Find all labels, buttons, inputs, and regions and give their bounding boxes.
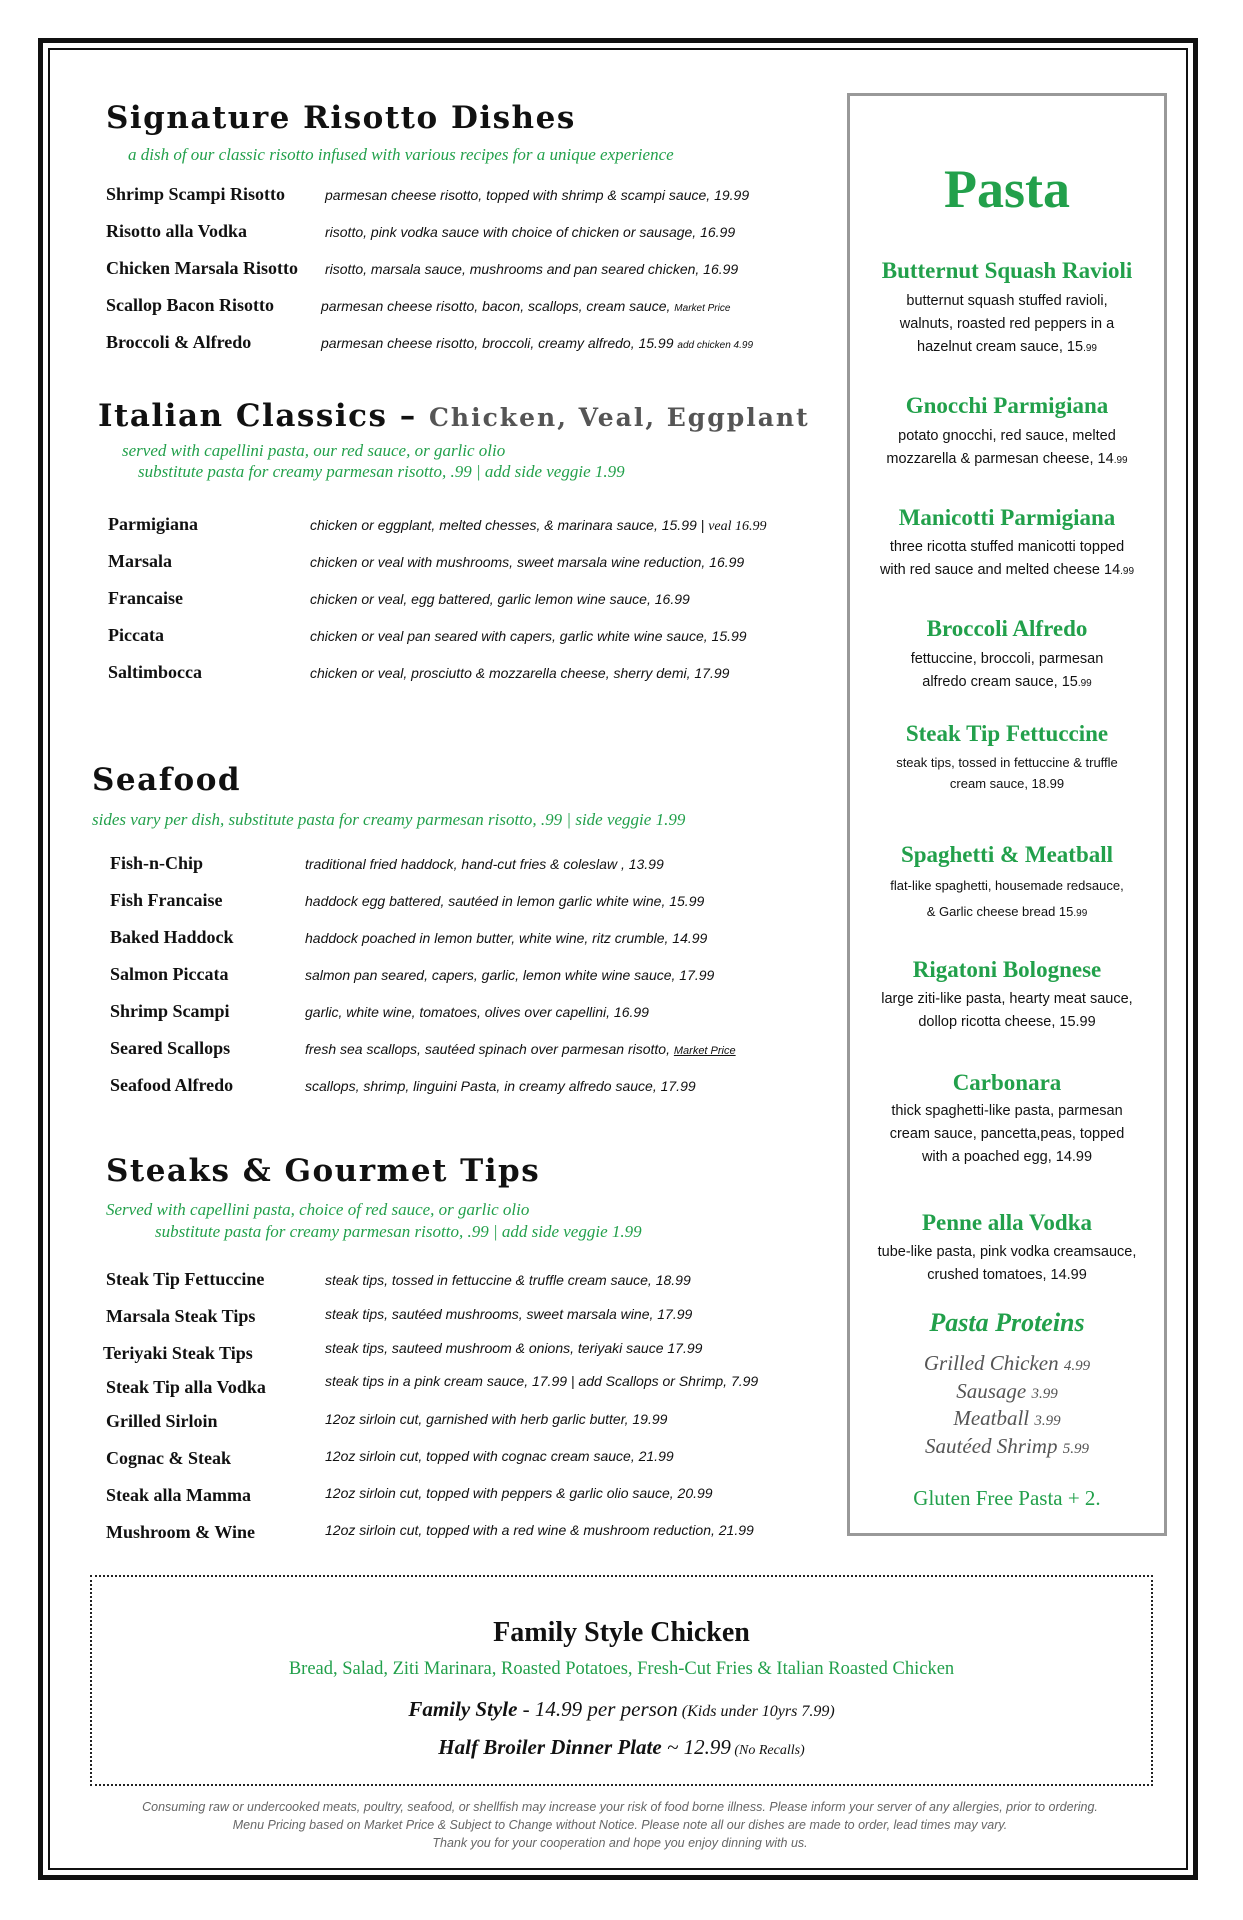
protein-item: Sausage 3.99 xyxy=(956,1379,1058,1403)
protein-item: Meatball 3.99 xyxy=(953,1406,1061,1430)
menu-item-desc: chicken or veal pan seared with capers, garlic white wine sauce, 15.99 xyxy=(310,628,747,644)
menu-item-name: Seafood Alfredo xyxy=(110,1075,234,1095)
protein-item: Sautéed Shrimp 5.99 xyxy=(925,1434,1089,1458)
menu-item-name: Piccata xyxy=(108,625,164,645)
classics-subtitle-1: served with capellini pasta, our red sauce, or garlic olio xyxy=(122,441,506,460)
menu-item-name: Chicken Marsala Risotto xyxy=(106,258,298,278)
steaks-subtitle-1: Served with capellini pasta, choice of red sauce, or garlic olio xyxy=(106,1200,530,1219)
pasta-item-desc: tube-like pasta, pink vodka creamsauce, crushed tomatoes, 14.99 xyxy=(877,1244,1137,1283)
menu-item-desc: chicken or veal with mushrooms, sweet marsala wine reduction, 16.99 xyxy=(310,554,745,570)
menu-item-desc: fresh sea scallops, sautéed spinach over parmesan risotto, Market Price xyxy=(305,1041,736,1057)
menu-item-desc: parmesan cheese risotto, bacon, scallops, cream sauce, Market Price xyxy=(321,298,731,314)
steaks-subtitle-2: substitute pasta for creamy parmesan risotto, .99 | add side veggie 1.99 xyxy=(155,1222,642,1241)
pasta-item-name: Broccoli Alfredo xyxy=(926,616,1088,641)
menu-item-desc: salmon pan seared, capers, garlic, lemon white wine sauce, 17.99 xyxy=(305,967,715,983)
menu-item-name: Saltimbocca xyxy=(108,662,202,682)
pasta-item-desc: steak tips, tossed in fettuccine & truffle cream sauce, 18.99 xyxy=(896,755,1118,791)
menu-item-name: Broccoli & Alfredo xyxy=(106,332,252,352)
pasta-item-name: Spaghetti & Meatball xyxy=(900,842,1114,867)
footer-line: Menu Pricing based on Market Price & Subject to Change without Notice. Please note all our dishes are made to order, lead times may vary. xyxy=(232,1818,1008,1832)
menu-item-desc: 12oz sirloin cut, topped with peppers & garlic olio sauce, 20.99 xyxy=(325,1485,713,1501)
gluten-free-note: Gluten Free Pasta + 2. xyxy=(913,1486,1101,1510)
pasta-item-name: Rigatoni Bolognese xyxy=(912,957,1102,982)
pasta-title: Pasta xyxy=(944,159,1070,219)
menu-item-name: Fish-n-Chip xyxy=(110,853,204,873)
menu-item-desc: risotto, marsala sauce, mushrooms and pan seared chicken, 16.99 xyxy=(325,261,739,277)
seafood-subtitle: sides vary per dish, substitute pasta for creamy parmesan risotto, .99 | side veggie 1.99 xyxy=(92,810,686,829)
pasta-item-desc: flat-like spaghetti, housemade redsauce, & Garlic cheese bread 15.99 xyxy=(890,878,1124,919)
menu-item-name: Fish Francaise xyxy=(110,890,223,910)
pasta-item-desc: butternut squash stuffed ravioli, walnuts, roasted red peppers in a hazelnut cream sauce, 15.99 xyxy=(899,293,1115,355)
menu-item-desc: 12oz sirloin cut, topped with cognac cream sauce, 21.99 xyxy=(325,1448,674,1464)
menu-item-desc: traditional fried haddock, hand-cut fries & coleslaw , 13.99 xyxy=(305,856,664,872)
menu-item-name: Scallop Bacon Risotto xyxy=(106,295,275,315)
menu-item-desc: 12oz sirloin cut, garnished with herb garlic butter, 19.99 xyxy=(325,1411,668,1427)
menu-item-name: Steak Tip alla Vodka xyxy=(106,1377,266,1397)
pasta-proteins-title: Pasta Proteins xyxy=(929,1308,1085,1337)
menu-item-name: Grilled Sirloin xyxy=(106,1411,218,1431)
pasta-item-desc: thick spaghetti-like pasta, parmesan cream sauce, pancetta,peas, topped with a poached egg, 14.99 xyxy=(889,1103,1125,1165)
market-price-label: Market Price xyxy=(674,303,731,314)
menu-item-name: Mushroom & Wine xyxy=(106,1522,256,1542)
menu-item-name: Marsala Steak Tips xyxy=(106,1306,256,1326)
add-chicken-label: add chicken 4.99 xyxy=(677,340,754,351)
menu-item-desc: parmesan cheese risotto, topped with shrimp & scampi sauce, 19.99 xyxy=(325,187,750,203)
protein-item: Grilled Chicken 4.99 xyxy=(923,1351,1091,1375)
pasta-item-desc: large ziti-like pasta, hearty meat sauce, dollop ricotta cheese, 15.99 xyxy=(881,991,1133,1030)
menu-item-name: Salmon Piccata xyxy=(110,964,229,984)
pasta-item-name: Gnocchi Parmigiana xyxy=(905,393,1109,418)
menu-item-name: Seared Scallops xyxy=(110,1038,231,1058)
menu-item-desc: scallops, shrimp, linguini Pasta, in creamy alfredo sauce, 17.99 xyxy=(305,1078,696,1094)
menu-item-name: Parmigiana xyxy=(108,514,198,534)
pasta-item-name: Penne alla Vodka xyxy=(922,1210,1092,1235)
risotto-title: Signature Risotto Dishes xyxy=(106,100,576,136)
pasta-item-name: Butternut Squash Ravioli xyxy=(881,258,1133,283)
family-subtitle: Bread, Salad, Ziti Marinara, Roasted Potatoes, Fresh-Cut Fries & Italian Roasted Chicken xyxy=(288,1659,955,1679)
menu-item-desc: chicken or veal, prosciutto & mozzarella cheese, sherry demi, 17.99 xyxy=(310,665,730,681)
menu-item-name: Marsala xyxy=(108,551,172,571)
family-title: Family Style Chicken xyxy=(493,1617,750,1648)
footer-line: Consuming raw or undercooked meats, poultry, seafood, or shellfish may increase your risk of food borne illness. Please inform your server of any allergies, prior to ordering. xyxy=(142,1800,1098,1814)
menu-item-desc: parmesan cheese risotto, broccoli, creamy alfredo, 15.99 add chicken 4.99 xyxy=(321,335,754,351)
pasta-item-name: Steak Tip Fettuccine xyxy=(905,721,1109,746)
classics-subtitle-2: substitute pasta for creamy parmesan risotto, .99 | add side veggie 1.99 xyxy=(138,462,625,481)
half-broiler-price: Half Broiler Dinner Plate ~ 12.99 (No Recalls) xyxy=(438,1735,805,1759)
menu-item-name: Baked Haddock xyxy=(110,927,234,947)
menu-item-desc: chicken or veal, egg battered, garlic lemon wine sauce, 16.99 xyxy=(310,591,690,607)
menu-item-desc: 12oz sirloin cut, topped with a red wine & mushroom reduction, 21.99 xyxy=(325,1522,754,1538)
menu-item-name: Risotto alla Vodka xyxy=(106,221,248,241)
family-style-price: Family Style - 14.99 per person (Kids under 10yrs 7.99) xyxy=(408,1697,835,1721)
menu-item-desc: haddock egg battered, sautéed in lemon garlic white wine, 15.99 xyxy=(305,893,705,909)
classics-title-sub: Chicken, Veal, Eggplant xyxy=(429,403,810,432)
pasta-item-name: Manicotti Parmigiana xyxy=(898,505,1116,530)
pasta-item-desc: three ricotta stuffed manicotti topped with red sauce and melted cheese 14.99 xyxy=(879,539,1135,578)
footer-line: Thank you for your cooperation and hope you enjoy dinning with us. xyxy=(432,1836,808,1850)
steaks-title: Steaks & Gourmet Tips xyxy=(106,1153,541,1189)
menu-item-desc: garlic, white wine, tomatoes, olives over capellini, 16.99 xyxy=(305,1004,649,1020)
menu-item-desc: chicken or eggplant, melted chesses, & marinara sauce, 15.99 | veal 16.99 xyxy=(310,517,767,534)
menu-item-desc: risotto, pink vodka sauce with choice of chicken or sausage, 16.99 xyxy=(325,224,736,240)
menu-item-name: Teriyaki Steak Tips xyxy=(103,1343,253,1363)
menu-item-desc: haddock poached in lemon butter, white wine, ritz crumble, 14.99 xyxy=(305,930,708,946)
market-price-label: Market Price xyxy=(673,1045,736,1057)
menu-item-name: Shrimp Scampi Risotto xyxy=(106,184,286,204)
pasta-item-desc: potato gnocchi, red sauce, melted mozzarella & parmesan cheese, 14.99 xyxy=(886,428,1128,467)
veal-price: veal 16.99 xyxy=(708,519,767,534)
menu-item-name: Shrimp Scampi xyxy=(110,1001,230,1021)
classics-title: Italian Classics – Chicken, Veal, Eggplant xyxy=(98,398,810,434)
menu-item-desc: steak tips, sautéed mushrooms, sweet marsala wine, 17.99 xyxy=(325,1306,693,1322)
pasta-item-desc: fettuccine, broccoli, parmesan alfredo cream sauce, 15.99 xyxy=(910,651,1104,690)
menu-item-desc: steak tips, tossed in fettuccine & truffle cream sauce, 18.99 xyxy=(325,1272,691,1288)
menu-item-desc: steak tips in a pink cream sauce, 17.99 | add Scallops or Shrimp, 7.99 xyxy=(325,1373,759,1389)
menu-item-desc: steak tips, sauteed mushroom & onions, teriyaki sauce 17.99 xyxy=(325,1340,703,1356)
seafood-title: Seafood xyxy=(92,762,242,798)
menu-item-name: Francaise xyxy=(108,588,183,608)
menu-item-name: Steak alla Mamma xyxy=(106,1485,251,1505)
menu-item-name: Steak Tip Fettuccine xyxy=(106,1269,265,1289)
pasta-item-name: Carbonara xyxy=(952,1070,1062,1095)
menu-item-name: Cognac & Steak xyxy=(106,1448,231,1468)
risotto-subtitle: a dish of our classic risotto infused with various recipes for a unique experience xyxy=(128,145,674,164)
